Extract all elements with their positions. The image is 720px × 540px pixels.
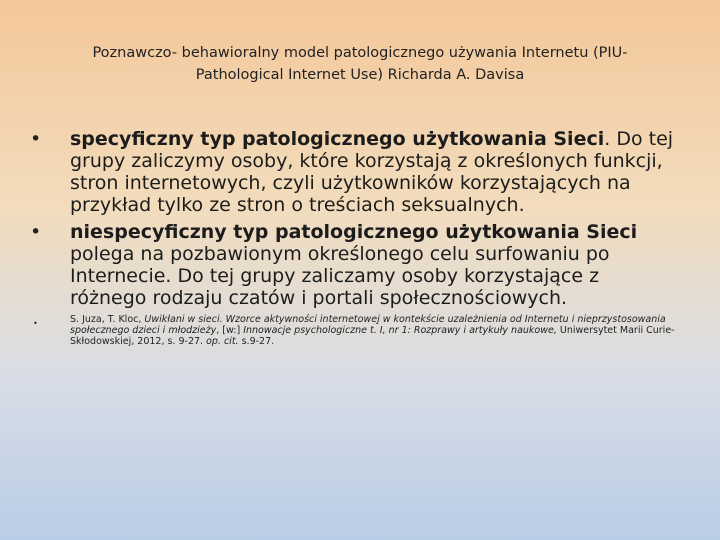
reference-publisher: Uniwersytet Marii Curie- Skłodowskiej, 2012, s. 9-27. (70, 325, 675, 347)
title-line-2: Pathological Internet Use) Richarda A. Davisa (195, 67, 525, 83)
reference-opcit: op. cit. (206, 336, 239, 347)
bullet-term: niespecyficzny typ patologicznego użytkowania Sieci (70, 221, 638, 243)
reference-journal: Innowacje psychologiczne t. I, nr 1: Rozprawy i artykuły naukowe, (243, 325, 557, 336)
content-area (30, 128, 680, 347)
reference-separator: , [w:] (216, 325, 244, 336)
bullet-icon: • (33, 319, 38, 328)
bullet-icon: • (30, 221, 42, 243)
bullet-description: polega na pozbawionym określonego celu surfowaniu po Internecie. Do tej grupy zaliczamy osoby korzystające z różnego rodzaju czatów i portali społecznościowych. (70, 243, 610, 309)
bullet-item-specific (30, 128, 680, 216)
bullet-text (70, 128, 680, 216)
reference-pages: s.9-27. (238, 336, 275, 347)
bullet-description: . Do tej grupy zaliczymy osoby, które korzystają z określonych funkcji, stron internetowych, czyli użytkowników korzystających na przykład tylko ze stron o treściach seksualnych. (70, 128, 674, 216)
reference-text (70, 314, 680, 347)
bullet-term: specyficzny typ patologicznego użytkowania Sieci (70, 128, 605, 150)
reference-authors: S. Juza, T. Kloc, (70, 314, 142, 325)
reference-title: Uwikłani w sieci. Wzorce aktywności internetowej w kontekście uzależnienia od Internetu i nieprzystosowania społecznego dzieci i młodzieży (70, 314, 666, 336)
bullet-item-nonspecific (30, 221, 680, 309)
reference-item (30, 314, 680, 347)
title-line-1: Poznawczo- behawioralny model patologicznego używania Internetu (PIU- (92, 45, 628, 61)
slide-title (40, 42, 680, 86)
bullet-text (70, 221, 680, 309)
bullet-icon: • (30, 128, 42, 150)
